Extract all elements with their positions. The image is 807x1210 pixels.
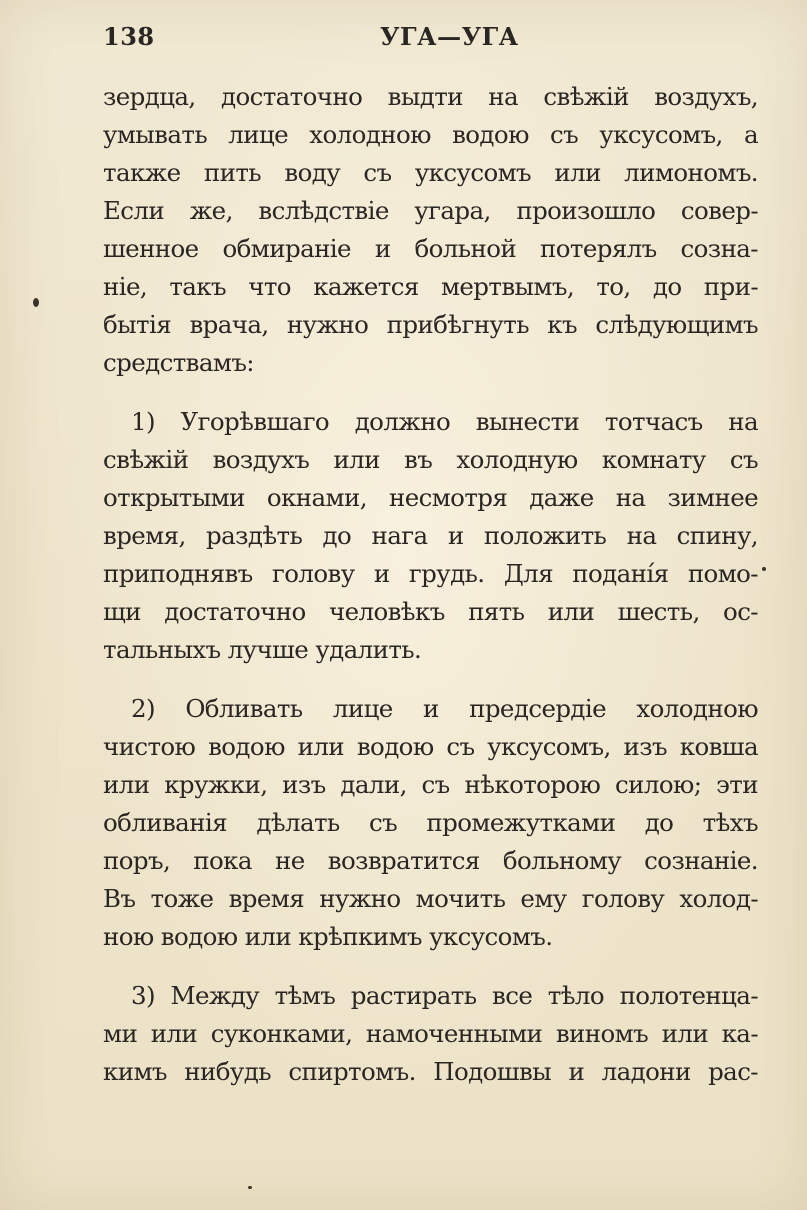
text-line: ніе, такъ что кажется мертвымъ, то, до при- bbox=[103, 272, 758, 301]
paragraph-step-2 bbox=[103, 690, 758, 956]
text-line: 3) Между тѣмъ растирать все тѣло полотенца- bbox=[131, 981, 758, 1010]
text-line: бытія врача, нужно прибѣгнуть къ слѣдующимъ bbox=[103, 310, 758, 339]
text-line: ми или суконками, намоченными виномъ или ка- bbox=[103, 1019, 758, 1048]
text-line: Въ тоже время нужно мочить ему голову холод- bbox=[103, 884, 758, 913]
text-line: кимъ нибудь спиртомъ. Подошвы и ладони рас- bbox=[103, 1057, 758, 1086]
text-line: открытыми окнами, несмотря даже на зимнее bbox=[103, 483, 758, 512]
running-head bbox=[0, 18, 807, 58]
paragraph-step-3 bbox=[103, 977, 758, 1091]
ink-speck bbox=[762, 567, 766, 571]
text-line: щи достаточно человѣкъ пять или шесть, ос- bbox=[103, 597, 758, 626]
paragraph-intro bbox=[103, 78, 758, 382]
text-line: время, раздѣть до нага и положить на спину, bbox=[103, 521, 758, 550]
text-line: приподнявъ голову и грудь. Для подані́я помо- bbox=[103, 559, 758, 588]
text-line: свѣжій воздухъ или въ холодную комнату съ bbox=[103, 445, 758, 474]
text-line: шенное обмираніе и больной потерялъ созна- bbox=[103, 234, 758, 263]
text-line: средствамъ: bbox=[103, 348, 254, 377]
text-line: поръ, пока не возвратится больному сознаніе. bbox=[103, 846, 758, 875]
text-line: Если же, вслѣдствіе угара, произошло совер- bbox=[103, 196, 758, 225]
ink-speck bbox=[248, 1186, 252, 1189]
running-title: УГА—УГА bbox=[380, 22, 519, 51]
text-line: умывать лице холодною водою съ уксусомъ, а bbox=[103, 120, 758, 149]
text-line: 2) Обливать лице и предсердіе холодною bbox=[131, 694, 758, 723]
text-line: также пить воду съ уксусомъ или лимономъ. bbox=[103, 158, 758, 187]
text-line: или кружки, изъ дали, съ нѣкоторою силою; эти bbox=[103, 770, 758, 799]
paragraph-step-1 bbox=[103, 403, 758, 669]
text-line: 1) Угорѣвшаго должно вынести тотчасъ на bbox=[131, 407, 758, 436]
text-line: ною водою или крѣпкимъ уксусомъ. bbox=[103, 922, 553, 951]
text-line: чистою водою или водою съ уксусомъ, изъ ковша bbox=[103, 732, 758, 761]
text-line: обливанія дѣлать съ промежутками до тѣхъ bbox=[103, 808, 758, 837]
text-line: зердца, достаточно выдти на свѣжій воздухъ, bbox=[103, 82, 758, 111]
text-line: тальныхъ лучше удалить. bbox=[103, 635, 422, 664]
ink-speck bbox=[33, 298, 39, 307]
page-number: 138 bbox=[103, 22, 155, 51]
body-text bbox=[103, 78, 758, 1112]
